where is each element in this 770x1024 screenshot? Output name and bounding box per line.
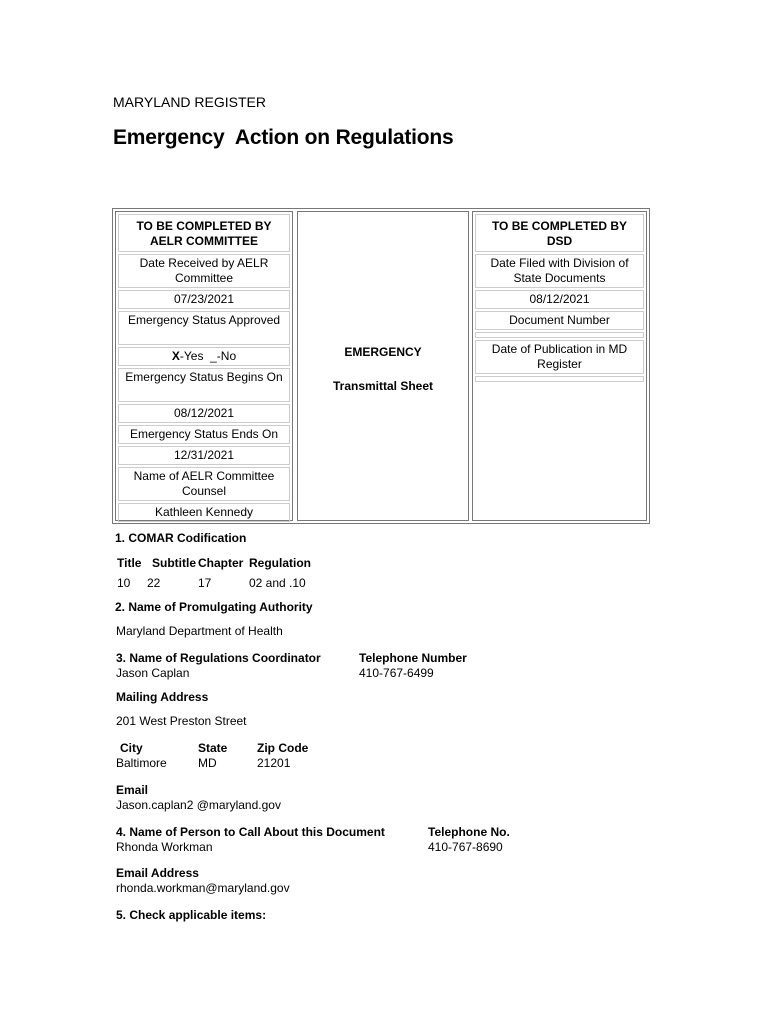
contact-phone-label: Telephone No. (428, 825, 510, 839)
codification-col-chapter: Chapter (198, 556, 244, 570)
transmittal-sheet-label: Transmittal Sheet (332, 379, 434, 393)
section5-heading: 5. Check applicable items: (116, 908, 267, 922)
status-ends-label: Emergency Status Ends On (118, 425, 290, 444)
contact-email-label: Email Address (116, 866, 199, 880)
codification-title: 10 (117, 576, 131, 590)
section4-heading: 4. Name of Person to Call About this Document (116, 825, 385, 839)
publication-date-value (475, 376, 644, 382)
status-yes-mark: X (171, 349, 180, 363)
counsel-value: Kathleen Kennedy (118, 503, 290, 522)
codification-subtitle: 22 (147, 576, 161, 590)
codification-chapter: 17 (198, 576, 212, 590)
contact-name: Rhonda Workman (116, 840, 213, 854)
promulgating-authority: Maryland Department of Health (116, 624, 283, 638)
document-number-label: Document Number (475, 311, 644, 330)
date-received-value: 07/23/2021 (118, 290, 290, 309)
zip-label: Zip Code (257, 741, 309, 755)
publication-date-label: Date of Publication in MD Register (475, 340, 644, 374)
section2-heading: 2. Name of Promulgating Authority (115, 600, 313, 614)
aelr-heading: TO BE COMPLETED BY AELR COMMITTEE (118, 214, 290, 252)
coordinator-phone: 410-767-6499 (359, 666, 434, 680)
transmittal-table (112, 208, 650, 524)
counsel-label: Name of AELR Committee Counsel (118, 467, 290, 501)
mailing-address: 201 West Preston Street (116, 714, 247, 728)
date-filed-label: Date Filed with Division of State Documents (475, 254, 644, 288)
zip-value: 21201 (257, 756, 291, 770)
coordinator-email: Jason.caplan2 @maryland.gov (116, 798, 281, 812)
date-received-label: Date Received by AELR Committee (118, 254, 290, 288)
state-value: MD (198, 756, 217, 770)
section1-heading: 1. COMAR Codification (115, 531, 247, 545)
dsd-heading: TO BE COMPLETED BY DSD (475, 214, 644, 252)
section3-heading: 3. Name of Regulations Coordinator (116, 651, 321, 665)
codification-col-regulation: Regulation (249, 556, 311, 570)
status-options-text: -Yes _-No (179, 349, 237, 363)
contact-email: rhonda.workman@maryland.gov (116, 881, 290, 895)
status-begins-label: Emergency Status Begins On (118, 368, 290, 402)
aelr-column (115, 211, 293, 521)
status-ends-value: 12/31/2021 (118, 446, 290, 465)
status-begins-value: 08/12/2021 (118, 404, 290, 423)
codification-col-title: Title (117, 556, 142, 570)
contact-phone: 410-767-8690 (428, 840, 503, 854)
state-label: State (198, 741, 228, 755)
city-value: Baltimore (116, 756, 167, 770)
document-number-value (475, 332, 644, 338)
date-filed-value: 08/12/2021 (475, 290, 644, 309)
transmittal-column (297, 211, 469, 521)
register-name: MARYLAND REGISTER (113, 94, 266, 110)
email-label: Email (116, 783, 149, 797)
emergency-label: EMERGENCY (344, 345, 422, 359)
codification-col-subtitle: Subtitle (152, 556, 196, 570)
dsd-column (472, 211, 647, 521)
codification-regulation: 02 and .10 (249, 576, 306, 590)
city-label: City (120, 741, 143, 755)
status-approved-options (118, 347, 290, 366)
status-approved-label: Emergency Status Approved (118, 311, 290, 345)
mailing-address-label: Mailing Address (116, 690, 209, 704)
coordinator-name: Jason Caplan (116, 666, 190, 680)
coordinator-phone-label: Telephone Number (359, 651, 467, 665)
page-title: Emergency Action on Regulations (113, 126, 454, 149)
